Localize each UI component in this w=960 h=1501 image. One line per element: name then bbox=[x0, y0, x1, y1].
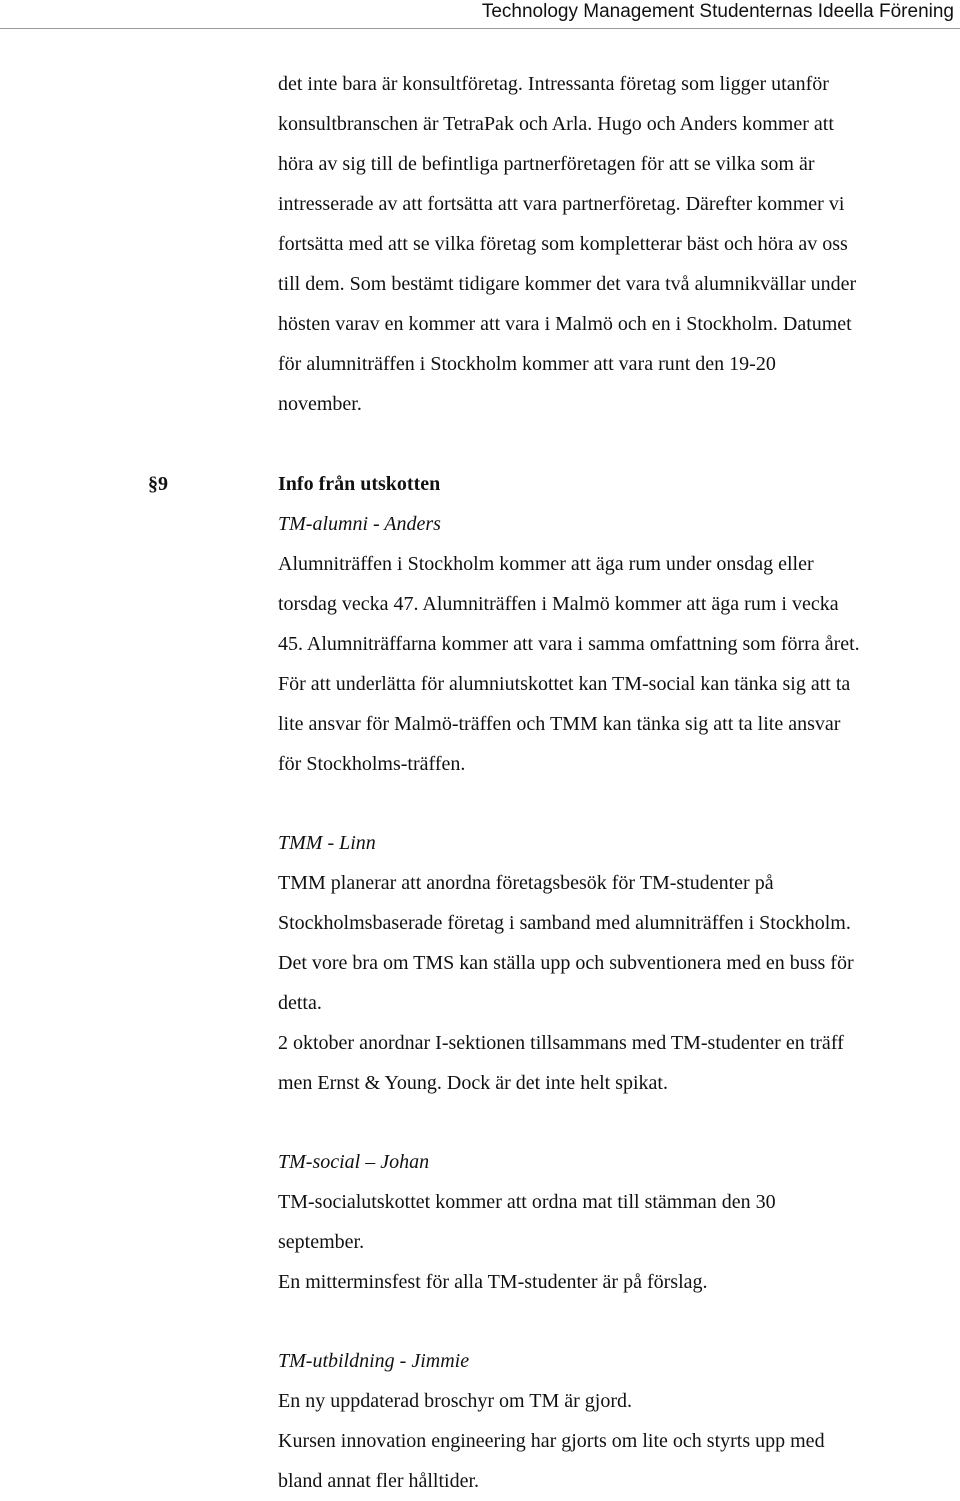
text-line: för Stockholms-träffen. bbox=[278, 753, 466, 775]
text-line: fortsätta med att se vilka företag som kompletterar bäst och höra av oss bbox=[278, 233, 848, 255]
text-line: det inte bara är konsultföretag. Intressanta företag som ligger utanför bbox=[278, 73, 829, 95]
text-line: Alumniträffen i Stockholm kommer att äga rum under onsdag eller bbox=[278, 553, 814, 575]
text-line: september. bbox=[278, 1231, 365, 1253]
subheading-tm-alumni: TM-alumni - Anders bbox=[278, 513, 441, 535]
text-line: Stockholmsbaserade företag i samband med alumniträffen i Stockholm. bbox=[278, 912, 851, 934]
text-line: En ny uppdaterad broschyr om TM är gjord. bbox=[278, 1390, 632, 1412]
tmm-paragraph bbox=[278, 863, 954, 1103]
text-line: men Ernst & Young. Dock är det inte helt spikat. bbox=[278, 1072, 668, 1094]
text-line: torsdag vecka 47. Alumniträffen i Malmö kommer att äga rum i vecka bbox=[278, 593, 839, 615]
tm-alumni-paragraph bbox=[278, 544, 954, 784]
text-line: Det vore bra om TMS kan ställa upp och subventionera med en buss för bbox=[278, 952, 854, 974]
text-line: detta. bbox=[278, 992, 322, 1014]
text-line: november. bbox=[278, 393, 362, 415]
text-line: bland annat fler hålltider. bbox=[278, 1470, 480, 1492]
subheading-tm-social: TM-social – Johan bbox=[278, 1151, 430, 1173]
text-line: lite ansvar för Malmö-träffen och TMM kan tänka sig att ta lite ansvar bbox=[278, 713, 841, 735]
subheading-tmm: TMM - Linn bbox=[278, 832, 376, 854]
tm-utbildning-paragraph bbox=[278, 1381, 954, 1501]
intro-paragraph bbox=[278, 64, 954, 424]
text-line: Kursen innovation engineering har gjorts om lite och styrts upp med bbox=[278, 1430, 825, 1452]
text-line: TM-socialutskottet kommer att ordna mat till stämman den 30 bbox=[278, 1191, 776, 1213]
text-line: För att underlätta för alumniutskottet kan TM-social kan tänka sig att ta bbox=[278, 673, 851, 695]
text-line: till dem. Som bestämt tidigare kommer det vara två alumnikvällar under bbox=[278, 273, 857, 295]
text-line: TMM planerar att anordna företagsbesök för TM-studenter på bbox=[278, 872, 774, 894]
text-line: 2 oktober anordnar I-sektionen tillsammans med TM-studenter en träff bbox=[278, 1032, 844, 1054]
subheading-tm-utbildning: TM-utbildning - Jimmie bbox=[278, 1350, 470, 1372]
section-heading bbox=[148, 464, 954, 504]
section-title: Info från utskotten bbox=[278, 473, 441, 495]
header-rule bbox=[0, 28, 960, 29]
text-line: för alumniträffen i Stockholm kommer att vara runt den 19-20 bbox=[278, 353, 776, 375]
text-line: 45. Alumniträffarna kommer att vara i samma omfattning som förra året. bbox=[278, 633, 860, 655]
section-number: §9 bbox=[148, 473, 168, 495]
text-line: En mitterminsfest för alla TM-studenter är på förslag. bbox=[278, 1271, 708, 1293]
tm-social-paragraph bbox=[278, 1182, 954, 1302]
text-line: intresserade av att fortsätta att vara partnerföretag. Därefter kommer vi bbox=[278, 193, 845, 215]
text-line: höra av sig till de befintliga partnerföretagen för att se vilka som är bbox=[278, 153, 815, 175]
running-header: Technology Management Studenternas Ideella Förening bbox=[481, 1, 954, 22]
text-line: konsultbranschen är TetraPak och Arla. Hugo och Anders kommer att bbox=[278, 113, 834, 135]
text-line: hösten varav en kommer att vara i Malmö och en i Stockholm. Datumet bbox=[278, 313, 852, 335]
